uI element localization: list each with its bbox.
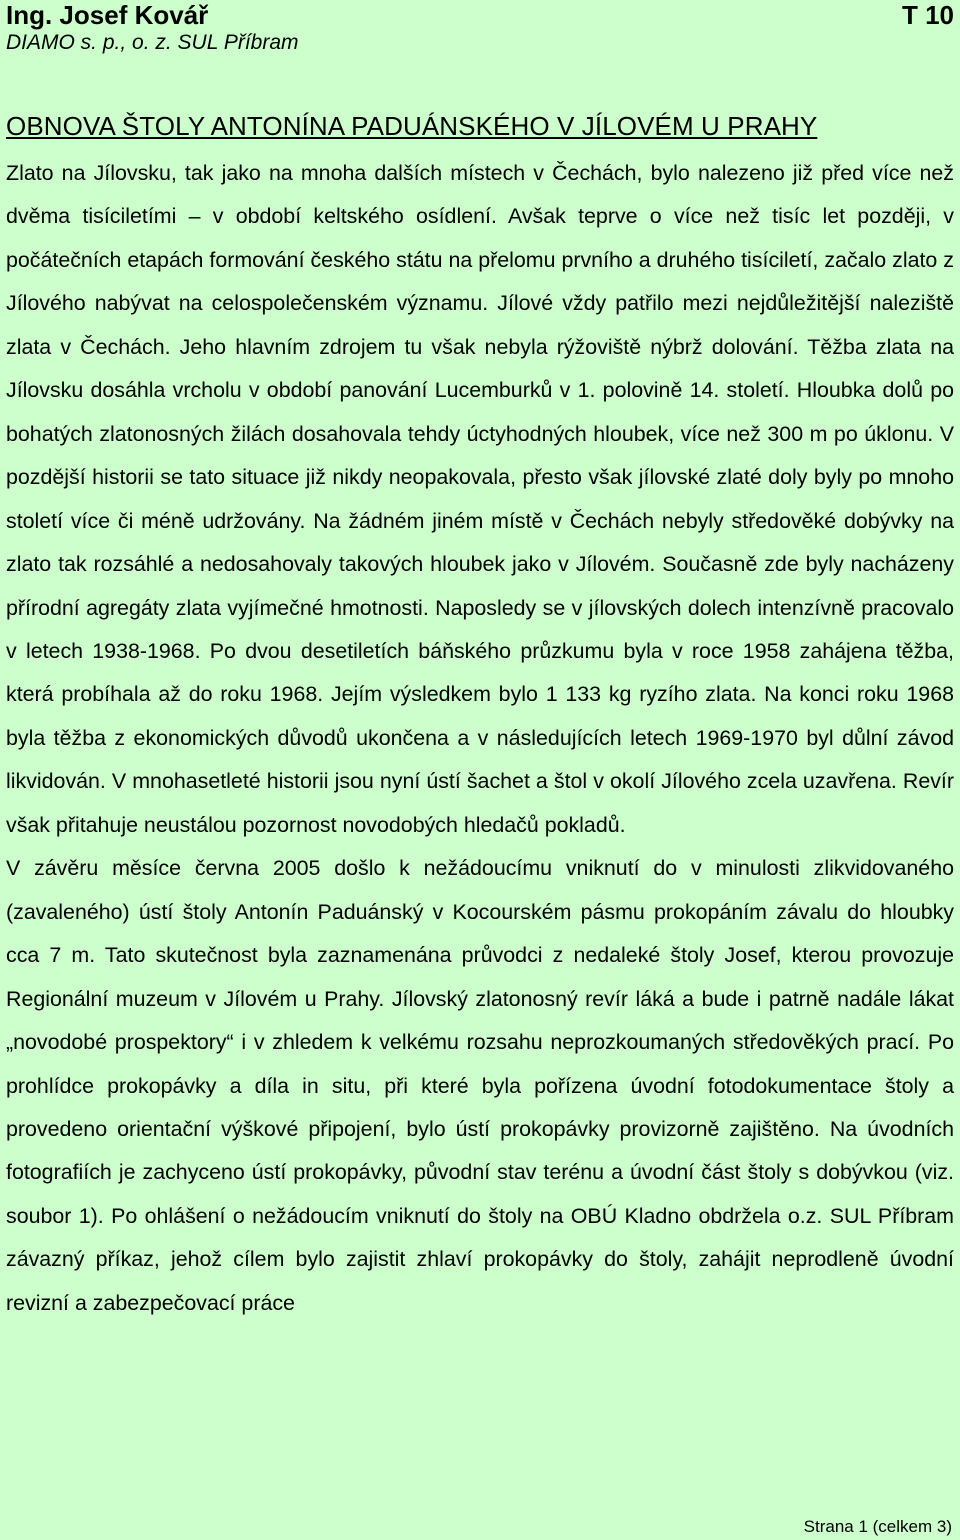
document-title: OBNOVA ŠTOLY ANTONÍNA PADUÁNSKÉHO V JÍLOVÉM U PRAHY — [6, 111, 818, 141]
document-body — [6, 152, 954, 1325]
paragraph: V závěru měsíce června 2005 došlo k nežádoucímu vniknutí do v minulosti zlikvidovaného (zavaleného) ústí štoly Antonín Paduánský v Kocourském pásmu prokopáním závalu do hloubky cca 7 m. Tato skutečnost byla zaznamenána průvodci z nedaleké štoly Josef, kterou provozuje Regionální muzeum v Jílovém u Prahy. Jílovský zlatonosný revír láká a bude i patrně nadále lákat „novodobé prospektory“ i v zhledem k velkému rozsahu neprozkoumaných středověkých prací. Po prohlídce prokopávky a díla in situ, při které byla pořízena úvodní fotodokumentace štoly a provedeno orientační výškové připojení, bylo ústí prokopávky provizorně zajištěno. Na úvodních fotografiích je zachyceno ústí prokopávky, původní stav terénu a úvodní část štoly s dobývkou (viz. soubor 1). Po ohlášení o nežádoucím vniknutí do štoly na OBÚ Kladno obdržela o.z. SUL Příbram závazný příkaz, jehož cílem bylo zajistit zhlaví prokopávky do štoly, zahájit neprodleně úvodní revizní a zabezpečovací práce — [6, 856, 954, 1315]
document-id: T 10 — [901, 0, 954, 30]
author-name: Ing. Josef Kovář — [6, 0, 209, 30]
page-header — [6, 0, 954, 56]
page-number: Strana 1 (celkem 3) — [803, 1517, 952, 1536]
organization-name: DIAMO s. p., o. z. SUL Příbram — [6, 31, 299, 54]
paragraph: Zlato na Jílovsku, tak jako na mnoha dalších místech v Čechách, bylo nalezeno již před více než dvěma tisíciletími – v období keltského osídlení. Avšak teprve o více než tisíc let později, v počátečních etapách formování českého státu na přelomu prvního a druhého tisíciletí, začalo zlato z Jílového nabývat na celospolečenském významu. Jílové vždy patřilo mezi nejdůležitější naleziště zlata v Čechách. Jeho hlavním zdrojem tu však nebyla rýžoviště nýbrž dolování. Těžba zlata na Jílovsku dosáhla vrcholu v období panování Lucemburků v 1. polovině 14. století. Hloubka dolů po bohatých zlatonosných žilách dosahovala tehdy úctyhodných hloubek, více než 300 m po úklonu. V pozdější historii se tato situace již nikdy neopakovala, přesto však jílovské zlaté doly byly po mnoho století více či méně udržovány. Na žádném jiném místě v Čechách nebyly středověké dobývky na zlato tak rozsáhlé a nedosahovaly takových hloubek jako v Jílovém. Současně zde byly nacházeny přírodní agregáty zlata vyjímečné hmotnosti. Naposledy se v jílovských dolech intenzívně pracovalo v letech 1938-1968. Po dvou desetiletích báňského průzkumu byla v roce 1958 zahájena těžba, která probíhala až do roku 1968. Jejím výsledkem bylo 1 133 kg ryzího zlata. Na konci roku 1968 byla těžba z ekonomických důvodů ukončena a v následujících letech 1969-1970 byl důlní závod likvidován. V mnohasetleté historii jsou nyní ústí šachet a štol v okolí Jílového zcela uzavřena. Revír však přitahuje neustálou pozornost novodobých hledačů pokladů. — [6, 161, 954, 837]
